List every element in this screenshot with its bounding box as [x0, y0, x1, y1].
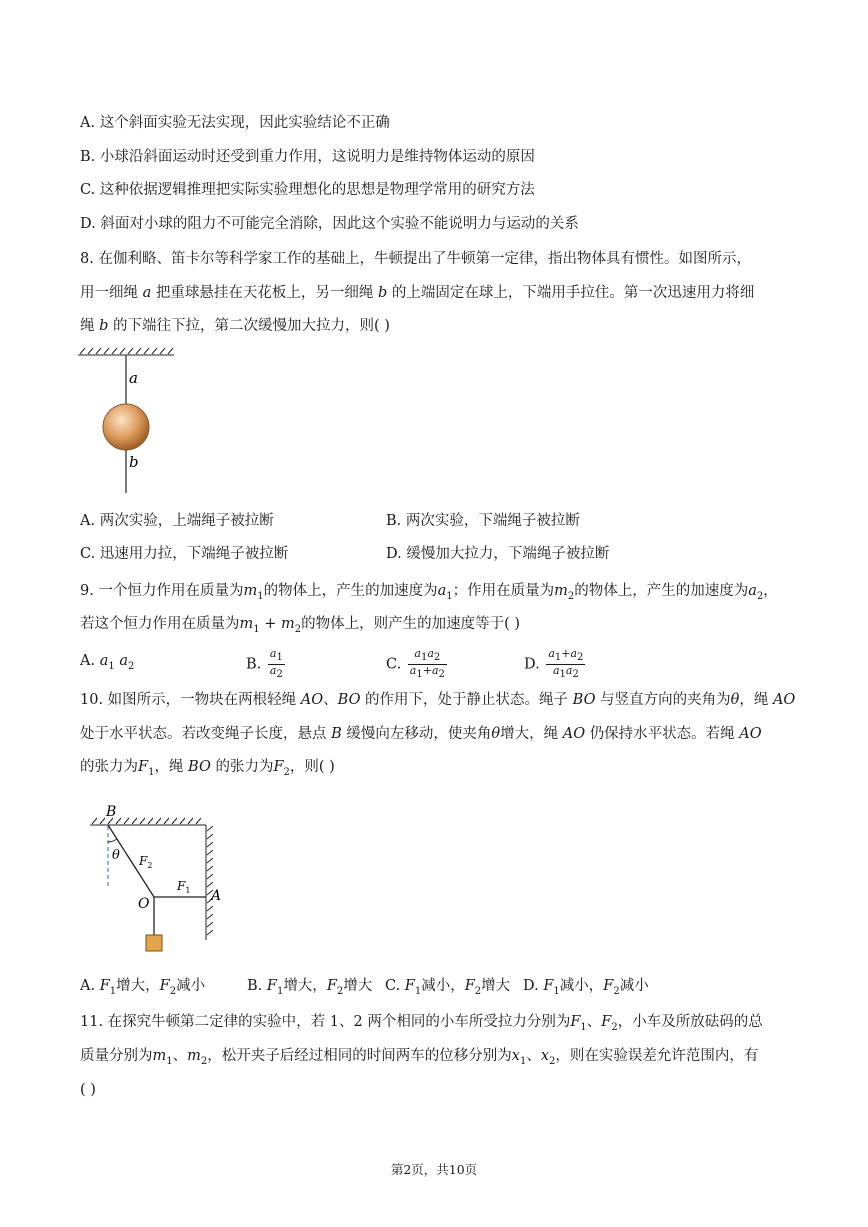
- angle-arc: [108, 839, 117, 842]
- q11-stem-line3: ( ): [80, 1082, 96, 1098]
- label-f1: $F_1$: [177, 879, 191, 895]
- q9-option-c: C. $\frac{a_1a_2}{a_1+a_2}$: [386, 647, 445, 681]
- page-footer: 第2页，共10页: [390, 1162, 478, 1177]
- q8-stem-line2: 用一细绳 a 把重球悬挂在天花板上，另一细绳 b 的上端固定在球上，下端用手拉住。第一次迅速用力将细: [80, 285, 755, 301]
- q7-option-a: A. 这个斜面实验无法实现，因此实验结论不正确: [80, 115, 390, 131]
- q8-option-c: C. 迅速用力拉，下端绳子被拉断: [80, 546, 289, 562]
- q9-option-a: A. $a_1$ $a_2$: [80, 653, 135, 672]
- label-a: A: [211, 888, 222, 904]
- q8-option-a: A. 两次实验，上端绳子被拉断: [80, 513, 274, 529]
- q8-option-d: D. 缓慢加大拉力，下端绳子被拉断: [386, 546, 610, 562]
- hanging-block: [146, 935, 162, 951]
- q10-stem-line1: 10. 如图所示，一物块在两根轻绳 AO、BO 的作用下，处于静止状态。绳子 BO 与竖直方向的夹角为θ，绳 AO: [80, 692, 796, 708]
- q8-option-b: B. 两次实验，下端绳子被拉断: [386, 513, 580, 529]
- q7-option-c: C. 这种依据逻辑推理把实际实验理想化的思想是物理学常用的研究方法: [80, 182, 535, 198]
- q10-option-d: D. $F_1$减小，$F_2$减小: [523, 978, 649, 997]
- q11-stem-line1: 11. 在探究牛顿第二定律的实验中，若 1、2 两个相同的小车所受拉力分别为$F_1$、$F_2$，小车及所放砝码的总: [80, 1014, 763, 1033]
- q9-option-b: B. $\frac{a_1}{a_2}$: [246, 647, 283, 681]
- q7-option-d: D. 斜面对小球的阻力不可能完全消除，因此这个实验不能说明力与运动的关系: [80, 216, 579, 232]
- rope-tension-figure: [80, 798, 240, 958]
- q7-option-b: B. 小球沿斜面运动时还受到重力作用，这说明力是维持物体运动的原因: [80, 149, 535, 165]
- hanging-ball-figure: [76, 345, 186, 500]
- rope-b-label: b: [129, 453, 139, 471]
- q10-stem-line3: 的张力为$F_1$，绳 BO 的张力为$F_2$，则( ): [80, 759, 335, 778]
- q9-stem-line1: 9. 一个恒力作用在质量为$m_1$的物体上，产生的加速度为$a_1$；作用在质量为$m_2$的物体上，产生的加速度为$a_2$，: [80, 583, 778, 602]
- q10-option-b: B. $F_1$增大，$F_2$增大: [247, 978, 373, 997]
- q9-option-d: D. $\frac{a_1+a_2}{a_1a_2}$: [524, 647, 584, 681]
- q8-stem-line1: 8. 在伽利略、笛卡尔等科学家工作的基础上，牛顿提出了牛顿第一定律，指出物体具有惯性。如图所示，: [80, 251, 751, 267]
- q10-option-a: A. $F_1$增大，$F_2$减小: [80, 978, 206, 997]
- ceiling-hatch: [78, 348, 174, 355]
- q10-stem-line2: 处于水平状态。若改变绳子长度，悬点 B 缓慢向左移动，使夹角θ增大，绳 AO 仍保持水平状态。若绳 AO: [80, 726, 762, 742]
- label-b: B: [106, 804, 117, 820]
- q8-stem-line3: 绳 b 的下端往下拉，第二次缓慢加大拉力，则( ): [80, 318, 390, 334]
- q11-stem-line2: 质量分别为$m_1$、$m_2$，松开夹子后经过相同的时间两车的位移分别为$x_1$、$x_2$，则在实验误差允许范围内，有: [80, 1048, 759, 1067]
- q10-option-c: C. $F_1$减小，$F_2$增大: [385, 978, 511, 997]
- q9-stem-line2: 若这个恒力作用在质量为$m_1 + m_2$的物体上，则产生的加速度等于( ): [80, 616, 521, 635]
- heavy-ball: [103, 404, 149, 450]
- rope-a-label: a: [129, 369, 138, 387]
- label-theta: θ: [112, 848, 120, 863]
- label-f2: $F_2$: [139, 854, 153, 870]
- label-o: O: [138, 896, 150, 912]
